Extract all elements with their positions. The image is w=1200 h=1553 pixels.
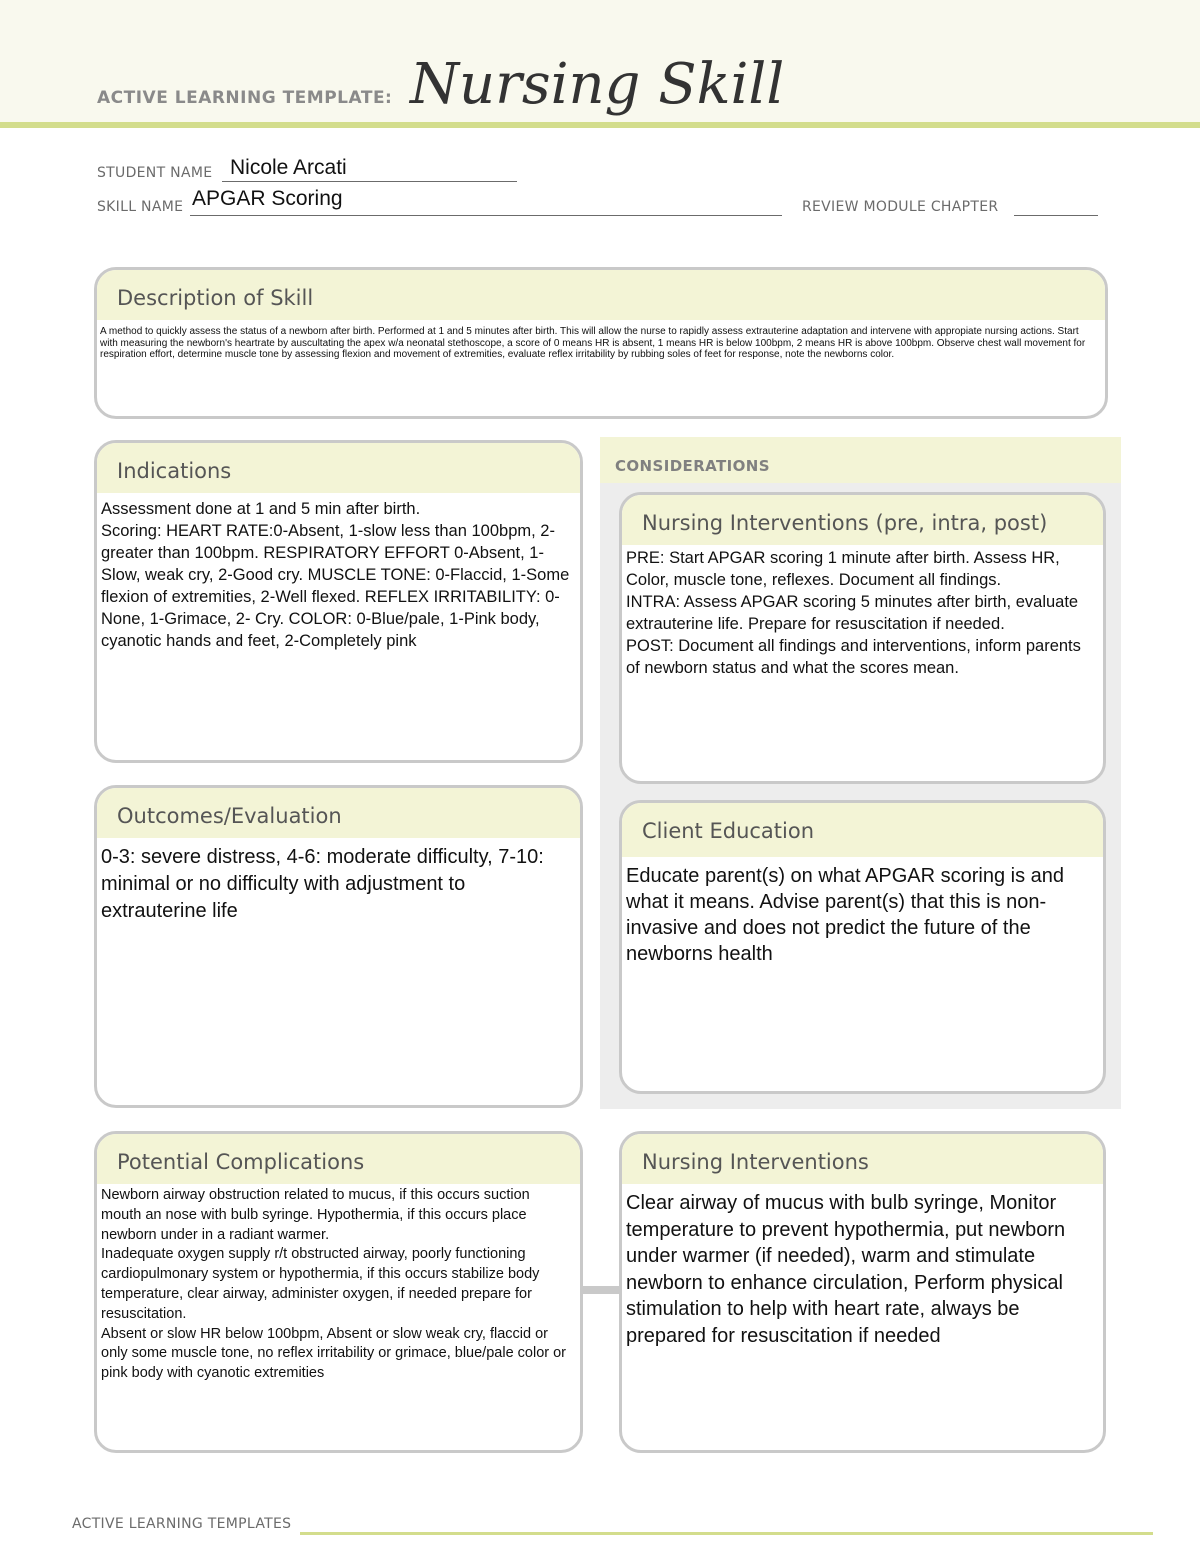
student-name-line (222, 181, 517, 182)
nursing-interventions-pip-text[interactable]: PRE: Start APGAR scoring 1 minute after birth. Assess HR, Color, muscle tone, reflexes. Document all findings. INTRA: Assess APGAR scoring 5 minutes after birth, evaluate extrauterine life. Prepare for resuscitation if needed. POST: Document all findings and interventions, inform parents of newborn status and what the scores mean. (626, 549, 1081, 677)
nursing-interventions-box (619, 1131, 1106, 1453)
nursing-interventions-title: Nursing Interventions (622, 1134, 1103, 1184)
indications-text[interactable]: Assessment done at 1 and 5 min after birth. Scoring: HEART RATE:0-Absent, 1-slow less than 100bpm, 2-greater than 100bpm. RESPIRATORY EFFORT 0-Absent, 1-Slow, weak cry, 2-Good cry. MUSCLE TONE: 0-Flaccid, 1-Some flexion of extremities, 2-Well flexed. REFLEX IRRITABILITY: 0-None, 1-Grimace, 2- Cry. COLOR: 0-Blue/pale, 1-Pink body, cyanotic hands and feet, 2-Completely pink (101, 500, 570, 650)
page-title: Nursing Skill (410, 52, 785, 117)
review-module-label: REVIEW MODULE CHAPTER (802, 199, 999, 215)
skill-name-field[interactable]: APGAR Scoring (192, 187, 343, 210)
client-education-text[interactable]: Educate parent(s) on what APGAR scoring is and what it means. Advise parent(s) that this is non-invasive and does not predict the future of the newborns health (626, 865, 1065, 965)
nursing-interventions-pip-title: Nursing Interventions (pre, intra, post) (622, 495, 1103, 545)
considerations-label: CONSIDERATIONS (615, 457, 770, 475)
client-education-box (619, 800, 1106, 1094)
footer-rule (300, 1532, 1153, 1535)
outcomes-title: Outcomes/Evaluation (97, 788, 580, 838)
footer-label: ACTIVE LEARNING TEMPLATES (72, 1516, 292, 1532)
student-name-field[interactable]: Nicole Arcati (230, 156, 347, 179)
description-title: Description of Skill (97, 270, 1105, 320)
complications-box (94, 1131, 583, 1453)
complications-text[interactable]: Newborn airway obstruction related to mucus, if this occurs suction mouth an nose with bulb syringe. Hypothermia, if this occurs place newborn under in a radiant warmer. Inadequate oxygen supply r/t obstructed airway, poorly functioning cardiopulmonary system or hypothermia, if this occurs stabilize body temperature, clear airway, administer oxygen, if needed prepare for resuscitation. Absent or slow HR below 100bpm, Absent or slow weak cry, flaccid or only some muscle tone, no reflex irritability or grimace, blue/pale color or pink body with cyanotic extremities (101, 1187, 567, 1382)
outcomes-text[interactable]: 0-3: severe distress, 4-6: moderate difficulty, 7-10: minimal or no difficulty with adjustment to extrauterine life (101, 846, 544, 922)
student-name-label: STUDENT NAME (97, 165, 213, 181)
nursing-interventions-text[interactable]: Clear airway of mucus with bulb syringe, Monitor temperature to prevent hypothermia, put newborn under warmer (if needed), warm and stimulate newborn to enhance circulation, Perform physical stimulation to help with heart rate, always be prepared for resuscitation if needed (626, 1192, 1066, 1347)
skill-name-label: SKILL NAME (97, 199, 184, 215)
outcomes-box (94, 785, 583, 1108)
header-rule (0, 122, 1200, 128)
description-text[interactable]: A method to quickly assess the status of a newborn after birth. Performed at 1 and 5 minutes after birth. This will allow the nurse to rapidly assess extrauterine adaptation and intervene with appropiate nursing actions. Start with measuring the newborn's heartrate by auscultating the apex w/a neonatal stethoscope, a score of 0 means HR is absent, 1 means HR is below 100bpm, 2 means HR is above 100bpm. Observe chest wall movement for respiration effort, determine muscle tone by assessing flexion and movement of extremities, evaluate reflex irritability by rubbing soles of feet for response, note the newborns color. (100, 326, 1086, 360)
indications-box (94, 440, 583, 763)
skill-name-line (190, 215, 782, 216)
description-box (94, 267, 1108, 419)
indications-title: Indications (97, 443, 580, 493)
review-module-field[interactable] (1014, 215, 1098, 216)
nursing-interventions-pip-box (619, 492, 1106, 784)
box-connector (582, 1286, 622, 1294)
template-label: ACTIVE LEARNING TEMPLATE: (97, 88, 393, 108)
complications-title: Potential Complications (97, 1134, 580, 1184)
client-education-title: Client Education (622, 803, 1103, 857)
